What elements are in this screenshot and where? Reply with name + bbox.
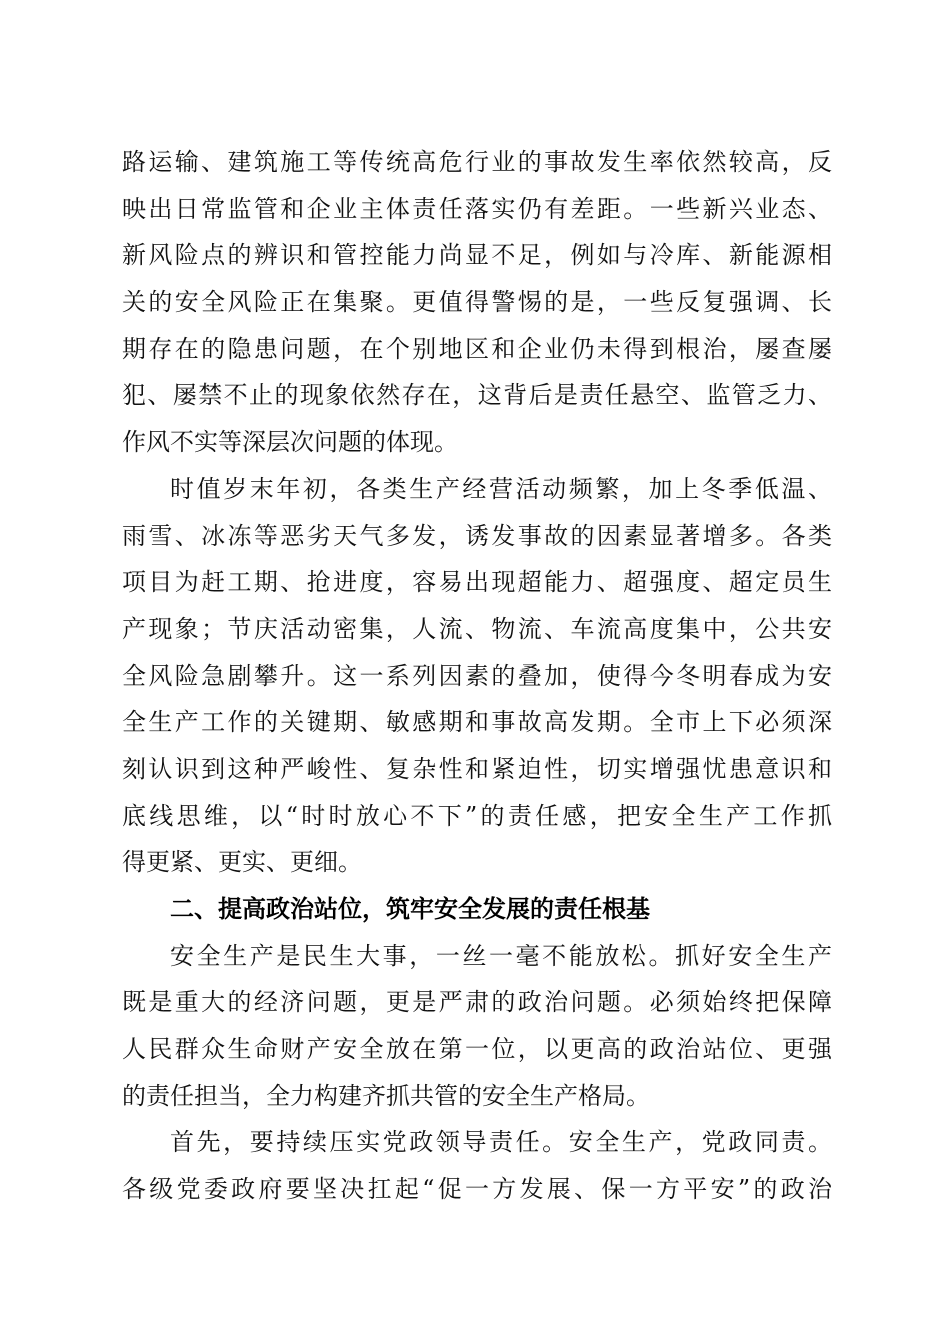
section-heading: 二、提高政治站位，筑牢安全发展的责任根基: [170, 895, 650, 923]
text-line: 既是重大的经济问题，更是严肃的政治问题。必须始终把保障: [122, 988, 832, 1017]
document-body: [122, 139, 832, 1213]
text-line: 全风险急剧攀升。这一系列因素的叠加，使得今冬明春成为安: [122, 661, 832, 690]
paragraph-first-line: 首先，要持续压实党政领导责任。安全生产，党政同责。: [170, 1128, 832, 1157]
paragraph-first-line: 安全生产是民生大事，一丝一毫不能放松。抓好安全生产: [170, 941, 832, 970]
text-line: 映出日常监管和企业主体责任落实仍有差距。一些新兴业态、: [122, 194, 832, 223]
text-line: 底线思维，以“时时放心不下”的责任感，把安全生产工作抓: [122, 801, 832, 830]
text-line: 各级党委政府要坚决扛起“促一方发展、保一方平安”的政治: [122, 1175, 832, 1204]
text-line: 全生产工作的关键期、敏感期和事故高发期。全市上下必须深: [122, 708, 832, 737]
text-line: 路运输、建筑施工等传统高危行业的事故发生率依然较高，反: [122, 148, 832, 176]
text-line: 刻认识到这种严峻性、复杂性和紧迫性，切实增强忧患意识和: [122, 754, 832, 783]
paragraph-first-line: 时值岁末年初，各类生产经营活动频繁，加上冬季低温、: [170, 474, 832, 503]
text-line: 犯、屡禁不止的现象依然存在，这背后是责任悬空、监管乏力、: [122, 381, 832, 410]
text-line: 雨雪、冰冻等恶劣天气多发，诱发事故的因素显著增多。各类: [122, 521, 832, 550]
text-line: 新风险点的辨识和管控能力尚显不足，例如与冷库、新能源相: [122, 241, 832, 270]
text-line: 关的安全风险正在集聚。更值得警惕的是，一些反复强调、长: [122, 288, 832, 317]
text-line: 的责任担当，全力构建齐抓共管的安全生产格局。: [122, 1081, 650, 1110]
text-line: 产现象；节庆活动密集，人流、物流、车流高度集中，公共安: [122, 614, 832, 643]
text-line: 得更紧、更实、更细。: [122, 848, 362, 877]
text-line: 作风不实等深层次问题的体现。: [122, 428, 458, 457]
text-line: 项目为赶工期、抢进度，容易出现超能力、超强度、超定员生: [122, 568, 832, 597]
text-line: 期存在的隐患问题，在个别地区和企业仍未得到根治，屡查屡: [122, 334, 832, 363]
text-line: 人民群众生命财产安全放在第一位，以更高的政治站位、更强: [122, 1035, 832, 1064]
